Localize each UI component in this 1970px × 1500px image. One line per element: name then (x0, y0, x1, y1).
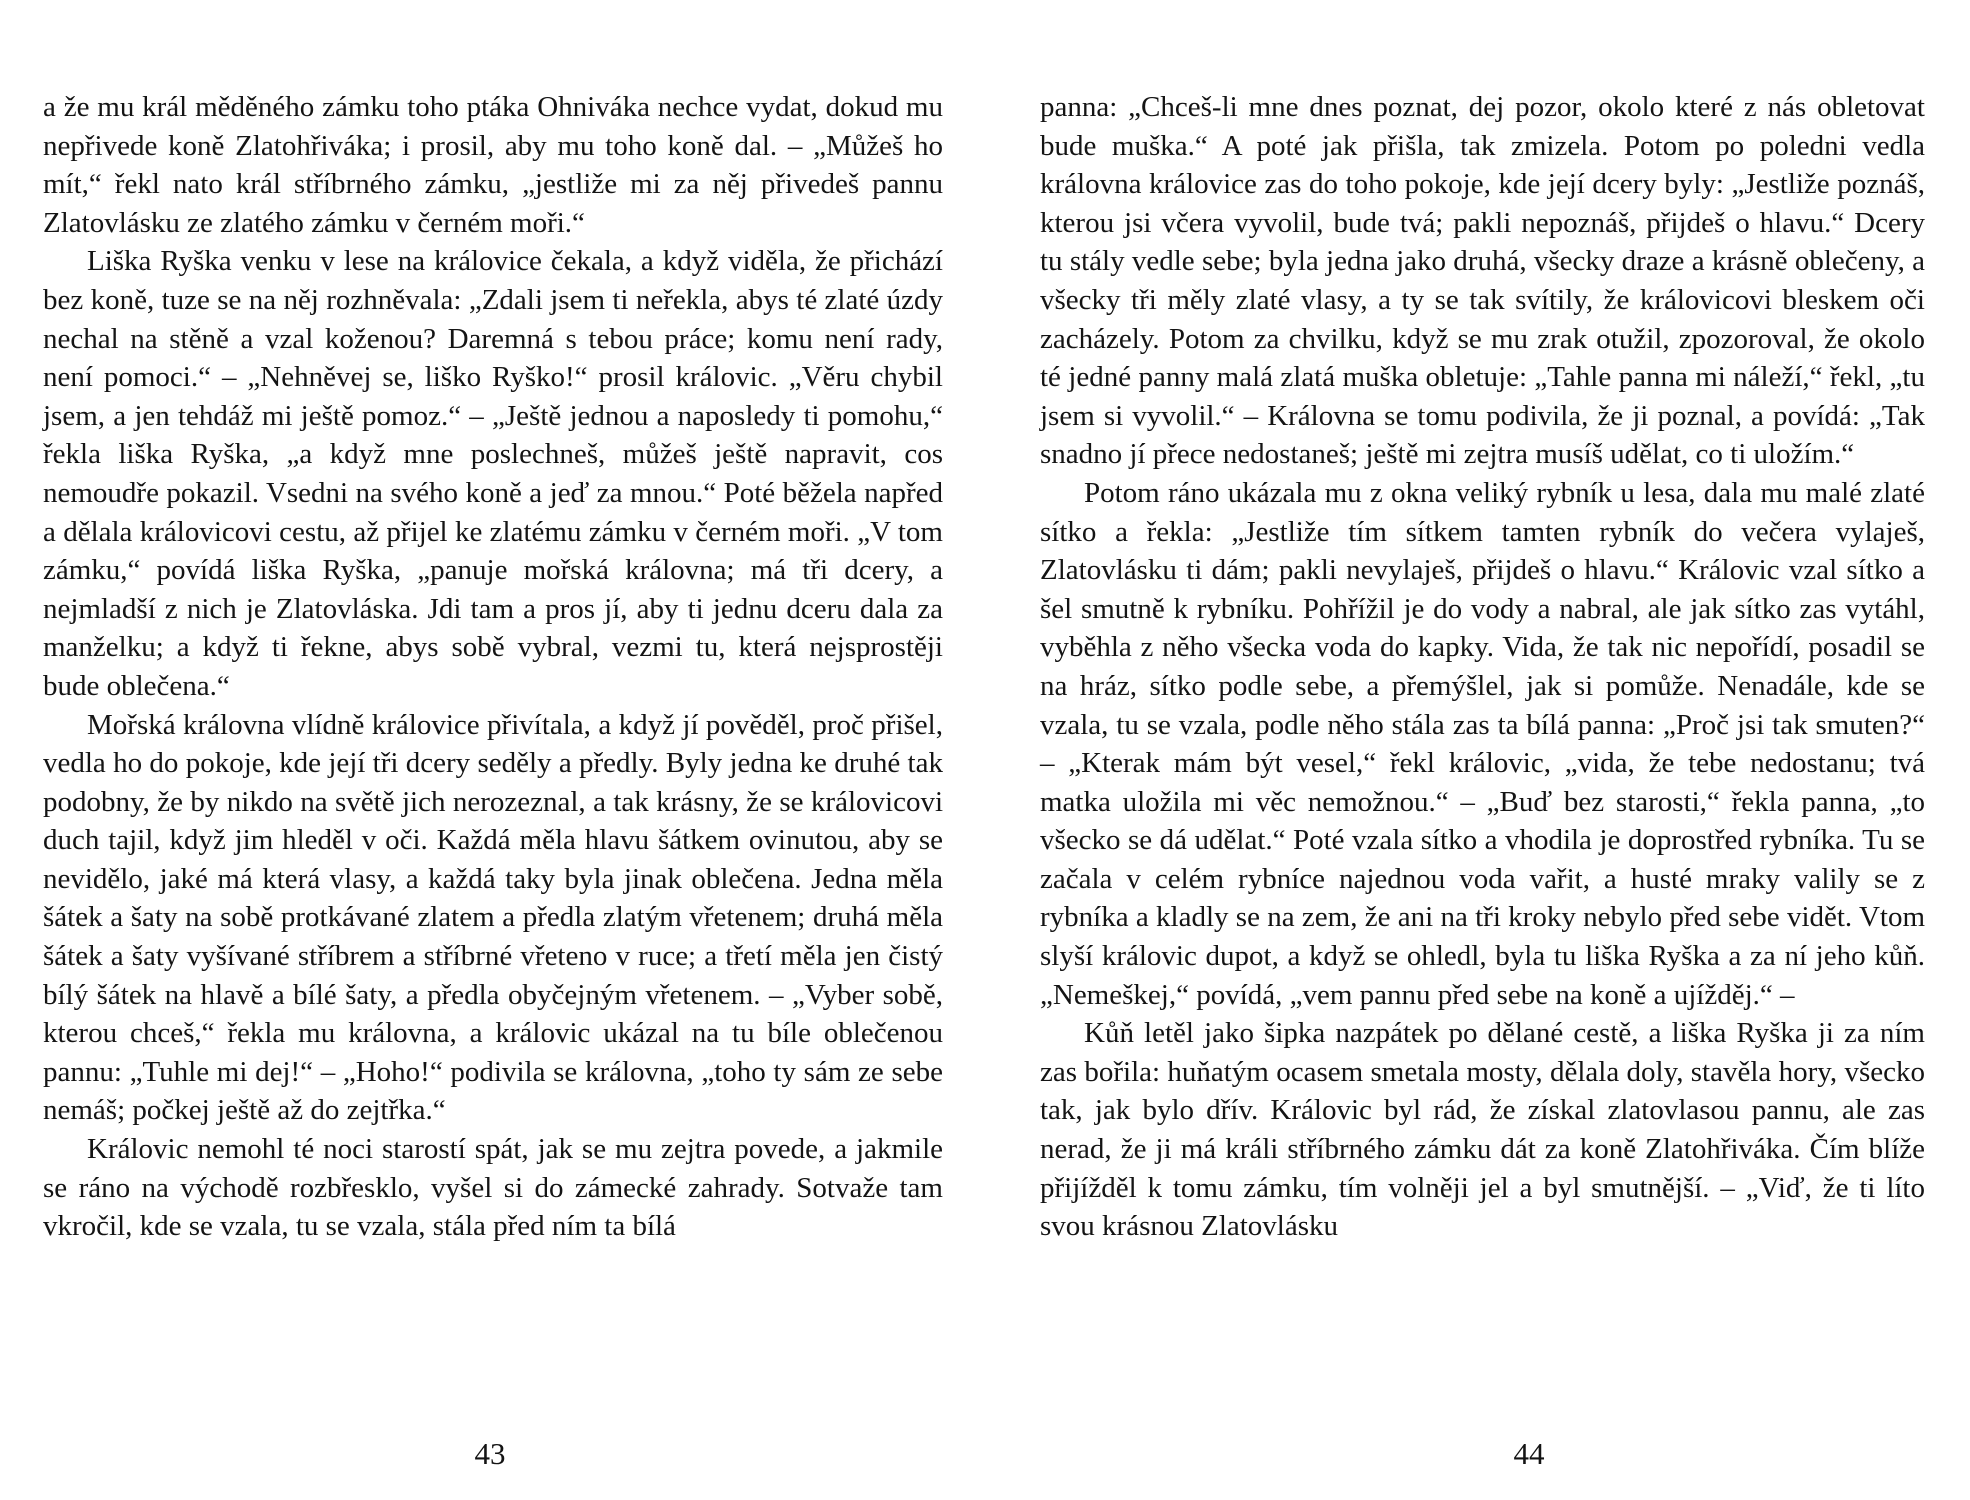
left-page-text (43, 88, 943, 1246)
page-number: 43 (474, 1436, 506, 1471)
paragraph: Kůň letěl jako šipka nazpátek po dělané cestě, a liška Ryška ji za ním zas bořila: huňatým ocasem smetala mosty, dělala doly, stavěla hory, všecko tak, jak bylo dřív. Královic byl rád, že získal zlatovlasou pannu, ale zas nerad, že ji má králi stříbrného zámku dát za koně Zlatohřiváka. Čím blíže přijížděl k tomu zámku, tím volněji jel a byl smutnější. – „Viď, že ti líto svou krásnou Zlatovlásku (1040, 1017, 1925, 1243)
paragraph: Mořská královna vlídně královice přivítala, a když jí pověděl, proč přišel, vedla ho do pokoje, kde její tři dcery seděly a předly. Byly jedna ke druhé tak podobny, že by nikdo na světě jich nerozeznal, a tak krásny, že se královicovi duch tajil, když jim hleděl v oči. Každá měla hlavu šátkem ovinutou, aby se nevidělo, jaké má která vlasy, a každá taky byla jinak oblečena. Jedna měla šátek a šaty na sobě protkávané zlatem a předla zlatým vřetenem; druhá měla šátek a šaty vyšívané stříbrem a stříbrné vřeteno v ruce; a třetí měla jen čistý bílý šátek na hlavě a bílé šaty, a předla obyčejným vřetenem. – „Vyber sobě, kterou chceš,“ řekla mu královna, a královic ukázal na tu bíle oblečenou pannu: „Tuhle mi dej!“ – „Hoho!“ podivila se královna, „toho ty sám ze sebe nemáš; počkej ještě až do zejtřka.“ (43, 708, 943, 1127)
paragraph: Potom ráno ukázala mu z okna veliký rybník u lesa, dala mu malé zlaté sítko a řekla: „Jestliže tím sítkem tamten rybník do večera vylaješ, Zlatovlásku ti dám; pakli nevylaješ, přijdeš o hlavu.“ Královic vzal sítko a šel smutně k rybníku. Pohřížil je do vody a nabral, ale jak sítko zas vytáhl, vyběhla z něho všecka voda do kapky. Vida, že tak nic nepořídí, posadil se na hráz, sítko podle sebe, a přemýšlel, jak si pomůže. Nenadále, kde se vzala, tu se vzala, podle něho stála zas ta bílá panna: „Proč jsi tak smuten?“ – „Kterak mám být vesel,“ řekl královic, „vida, že tebe nedostanu; tvá matka uložila mi věc nemožnou.“ – „Buď bez starosti,“ řekla panna, „to všecko se dá udělat.“ Poté vzala sítko a vhodila je doprostřed rybníka. Tu se začala v celém rybníce najednou voda vařit, a husté mraky valily se z rybníka a kladly se na zem, že ani na tři kroky nebylo před sebe vidět. Vtom slyší královic dupot, a když se ohledl, byla tu liška Ryška a za ní jeho kůň. „Nemeškej,“ povídá, „vem pannu před sebe na koně a ujížděj.“ – (1040, 476, 1925, 1011)
paragraph: Královic nemohl té noci starostí spát, jak se mu zejtra povede, a jakmile se ráno na východě rozbřesklo, vyšel si do zámecké zahrady. Sotvaže tam vkročil, kde se vzala, tu se vzala, stála před ním ta bílá (43, 1133, 943, 1243)
paragraph: panna: „Chceš-li mne dnes poznat, dej pozor, okolo které z nás obletovat bude muška.“ A poté jak přišla, tak zmizela. Potom po poledni vedla královna královice zas do toho pokoje, kde její dcery byly: „Jestliže poznáš, kterou jsi včera vyvolil, bude tvá; pakli nepoznáš, přijdeš o hlavu.“ Dcery tu stály vedle sebe; byla jedna jako druhá, všecky draze a krásně oblečeny, a všecky tři měly zlaté vlasy, a ty se tak svítily, že královicovi bleskem oči zacházely. Potom za chvilku, když se mu zrak otužil, zpozoroval, že okolo té jedné panny malá zlatá muška obletuje: „Tahle panna mi náleží,“ řekl, „tu jsem si vyvolil.“ – Královna se tomu podivila, že ji poznal, a povídá: „Tak snadno jí přece nedostaneš; ještě mi zejtra musíš udělat, co ti uložím.“ (1040, 91, 1925, 471)
right-page (985, 0, 1970, 1500)
right-page-text (1040, 88, 1925, 1246)
paragraph: a že mu král měděného zámku toho ptáka Ohniváka nechce vydat, dokud mu nepřivede koně Zlatohřiváka; i prosil, aby mu toho koně dal. – „Můžeš ho mít,“ řekl nato král stříbrného zámku, „jestliže mi za něj přivedeš pannu Zlatovlásku ze zlatého zámku v černém moři.“ (43, 91, 943, 239)
page-number: 44 (1513, 1436, 1545, 1471)
paragraph: Liška Ryška venku v lese na královice čekala, a když viděla, že přichází bez koně, tuze se na něj rozhněvala: „Zdali jsem ti neřekla, abys té zlaté úzdy nechal na stěně a vzal koženou? Daremná s tebou práce; komu není rady, není pomoci.“ – „Nehněvej se, liško Ryško!“ prosil královic. „Věru chybil jsem, a jen tehdáž mi ještě pomoz.“ – „Ještě jednou a naposledy ti pomohu,“ řekla liška Ryška, „a když mne poslechneš, můžeš ještě napravit, cos nemoudře pokazil. Vsedni na svého koně a jeď za mnou.“ Poté běžela napřed a dělala královicovi cestu, až přijel ke zlatému zámku v černém moři. „V tom zámku,“ povídá liška Ryška, „panuje mořská královna; má tři dcery, a nejmladší z nich je Zlatovláska. Jdi tam a pros jí, aby ti jednu dceru dala za manželku; a když ti řekne, abys sobě vybral, vezmi tu, která nejsprostěji bude oblečena.“ (43, 245, 943, 702)
